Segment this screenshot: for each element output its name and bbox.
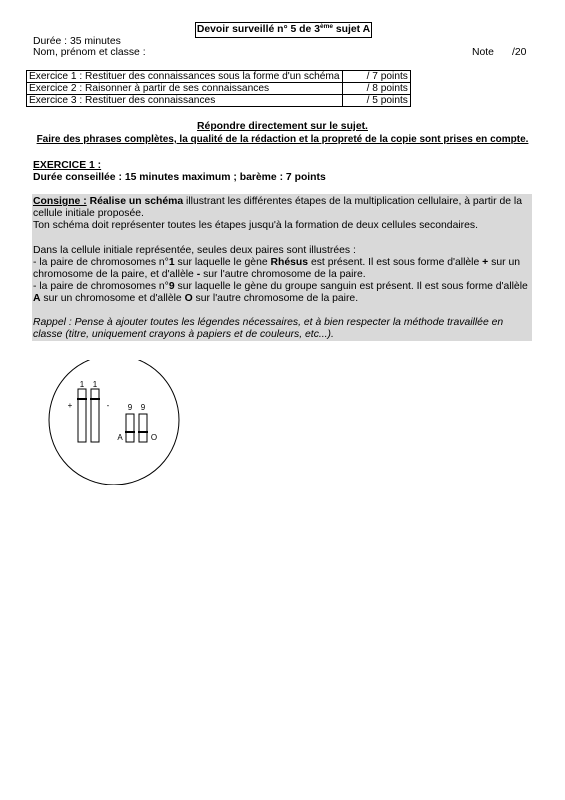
chromosome-1-plus	[78, 389, 86, 442]
chromosome-9-O	[139, 414, 147, 442]
pair1-description: - la paire de chromosomes n°1 sur laquelle le gène Rhésus est présent. Il est sous forme d'allèle + sur un chromosome de la paire, et d'allèle - sur l'autre chromosome de la paire.	[33, 257, 520, 281]
duration: Durée : 35 minutes	[33, 36, 121, 47]
exercise-label: Exercice 1 : Restituer des connaissances sous la forme d'un schéma	[27, 71, 343, 83]
allele-A-label: A	[117, 433, 123, 442]
pair9-label-left: 9	[127, 403, 133, 412]
page-title	[195, 22, 372, 38]
chromosome-1-minus	[91, 389, 99, 442]
cell-membrane	[49, 360, 179, 485]
rappel-text: Rappel : Pense à ajouter toutes les légendes nécessaires, et à bien respecter la méthode travaillée en classe (titre, uniquement crayons à papiers et de couleurs, etc...).	[33, 317, 504, 341]
exercise-heading: EXERCICE 1 :	[33, 160, 102, 171]
pair1-label-right: 1	[92, 380, 98, 389]
allele-plus-label: +	[67, 401, 73, 410]
consigne-line-2: Ton schéma doit représenter toutes les étapes jusqu'à la formation de deux cellules secondaires.	[33, 220, 478, 231]
consigne-paragraph	[33, 196, 533, 220]
instruction-line-2: Faire des phrases complètes, la qualité de la rédaction et la propreté de la copie sont prises en compte.	[36, 134, 529, 145]
note-label: Note	[472, 47, 494, 58]
pair1-label-left: 1	[79, 380, 85, 389]
consigne-bold: Réalise un schéma	[89, 196, 184, 207]
exercises-table	[26, 70, 411, 107]
table-row	[27, 95, 411, 107]
consigne-label: Consigne :	[33, 196, 87, 207]
table-row	[27, 71, 411, 83]
exercise-label: Exercice 3 : Restituer des connaissances	[27, 95, 343, 107]
exercise-points: / 8 points	[342, 83, 410, 95]
name-field-label: Nom, prénom et classe :	[33, 47, 146, 58]
exercise-label: Exercice 2 : Raisonner à partir de ses connaissances	[27, 83, 343, 95]
note-total: /20	[512, 47, 527, 58]
instruction-line-1: Répondre directement sur le sujet.	[197, 121, 368, 132]
consigne-text: illustrant les différentes étapes de la multiplication cellulaire, à partir de la cellule initiale proposée.	[33, 196, 522, 220]
exercise-points: / 5 points	[342, 95, 410, 107]
exercise-points: / 7 points	[342, 71, 410, 83]
title-text: Devoir surveillé n° 5 de 3	[196, 24, 320, 35]
table-row	[27, 83, 411, 95]
intro-text: Dans la cellule initiale représentée, seules deux paires sont illustrées :	[33, 245, 356, 256]
title-suffix: sujet A	[333, 24, 371, 35]
exercise-subheading: Durée conseillée : 15 minutes maximum ; barème : 7 points	[33, 172, 326, 183]
chromosome-9-A	[126, 414, 134, 442]
cell-diagram	[44, 360, 194, 485]
title-superscript: ème	[319, 23, 333, 30]
allele-O-label: O	[150, 433, 158, 442]
pair9-label-right: 9	[140, 403, 146, 412]
pair9-description: - la paire de chromosomes n°9 sur laquelle le gène du groupe sanguin est présent. Il est sous forme d'allèle A sur un chromosome et d'allèle O sur l'autre chromosome de la paire.	[33, 281, 528, 305]
allele-minus-label: -	[106, 401, 110, 410]
